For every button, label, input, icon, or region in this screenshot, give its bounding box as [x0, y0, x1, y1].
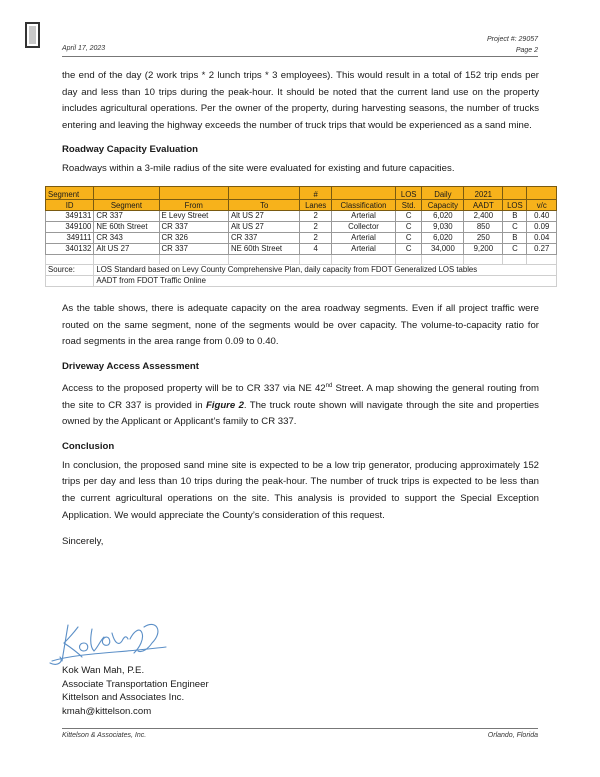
- table-header-cell: Segment: [94, 199, 159, 210]
- table-header-cell: [527, 186, 557, 199]
- table-header-cell: To: [228, 199, 299, 210]
- table-cell: 2: [300, 221, 332, 232]
- table-cell: 9,200: [464, 243, 503, 254]
- footer-company: Kittelson & Associates, Inc.: [62, 732, 147, 739]
- table-cell: 0.09: [527, 221, 557, 232]
- table-cell: CR 337: [228, 232, 299, 243]
- table-header-cell: [228, 186, 299, 199]
- table-header-cell: From: [159, 199, 228, 210]
- table-spacer-row: [46, 254, 557, 264]
- table-header-cell: Daily: [422, 186, 464, 199]
- source-note-2: AADT from FDOT Traffic Online: [94, 275, 557, 286]
- table-cell: 34,000: [422, 243, 464, 254]
- header-project-number: Project #: 29057: [487, 36, 538, 43]
- table-header-cell: ID: [46, 199, 94, 210]
- table-cell: 250: [464, 232, 503, 243]
- table-cell: Alt US 27: [228, 221, 299, 232]
- table-source-row: [46, 275, 557, 286]
- table-cell: 2: [300, 232, 332, 243]
- table-cell: 349131: [46, 210, 94, 221]
- source-label: Source:: [46, 264, 94, 275]
- table-source-row: [46, 264, 557, 275]
- table-header-cell: [159, 186, 228, 199]
- table-header-cell: [503, 186, 527, 199]
- table-cell: Arterial: [331, 243, 395, 254]
- table-cell: Arterial: [331, 232, 395, 243]
- table-cell: 6,020: [422, 232, 464, 243]
- table-header-cell: [331, 186, 395, 199]
- table-header-cell: #: [300, 186, 332, 199]
- table-cell: 0.40: [527, 210, 557, 221]
- table-header-row-bottom: [46, 199, 557, 210]
- table-cell: 2,400: [464, 210, 503, 221]
- table-header-cell: Std.: [396, 199, 422, 210]
- table-cell: CR 337: [159, 243, 228, 254]
- signature-image: [48, 617, 178, 669]
- table-row: [46, 232, 557, 243]
- table-cell: 850: [464, 221, 503, 232]
- footer-location: Orlando, Florida: [487, 732, 538, 739]
- table-header-cell: 2021: [464, 186, 503, 199]
- driveway-heading: Driveway Access Assessment: [62, 360, 199, 372]
- logo-icon: [25, 22, 40, 48]
- table-cell: 0.27: [527, 243, 557, 254]
- table-cell: 4: [300, 243, 332, 254]
- signer-name: Kok Wan Mah, P.E.: [62, 665, 145, 676]
- table-cell: 2: [300, 210, 332, 221]
- table-cell: Alt US 27: [94, 243, 159, 254]
- signature-block: [62, 664, 209, 718]
- table-cell: 349100: [46, 221, 94, 232]
- table-cell: C: [396, 243, 422, 254]
- table-cell: CR 326: [159, 232, 228, 243]
- table-row: [46, 221, 557, 232]
- table-cell: C: [396, 210, 422, 221]
- table-cell: B: [503, 210, 527, 221]
- table-cell: NE 60th Street: [94, 221, 159, 232]
- table-header-cell: AADT: [464, 199, 503, 210]
- table-header-cell: v/c: [527, 199, 557, 210]
- conclusion-paragraph: In conclusion, the proposed sand mine site is expected to be a low trip generator, producing approximately 152 trips per day and less than 10 trips during the peak-hour. The number of truck trips is expected to be less than the current agricultural operations on the site. This analysis is provided to support the Special Exception Application. We would appreciate the County’s consideration of this request.: [62, 459, 539, 521]
- after-table-paragraph: As the table shows, there is adequate capacity on the area roadway segments. Even if all project traffic were routed on the same segment, none of the segments would be over capacity. The volume-to-capacity ratio for road segments in the area range from 0.09 to 0.40.: [62, 302, 539, 348]
- table-header-cell: Capacity: [422, 199, 464, 210]
- table-header-cell: Classification: [331, 199, 395, 210]
- table-cell: Alt US 27: [228, 210, 299, 221]
- table-cell: CR 343: [94, 232, 159, 243]
- table-cell: CR 337: [94, 210, 159, 221]
- header-project-info: [487, 34, 538, 56]
- closing-salutation: Sincerely,: [62, 536, 104, 548]
- intro-paragraph: the end of the day (2 work trips * 2 lunch trips * 3 employees). This would result in a total of 152 trip ends per day and less than 10 trips during the peak-hour. It should be noted that the current land use on the property includes agricultural operations. Per the owner of the property, during harvesting seasons, the number of trucks entering and leaving the highway exceeds the number of truck trips that would be experienced as a sand mine.: [62, 70, 539, 131]
- signer-title: Associate Transportation Engineer: [62, 678, 209, 690]
- table-cell: E Levy Street: [159, 210, 228, 221]
- table-cell: 0.04: [527, 232, 557, 243]
- figure-reference: Figure 2: [205, 399, 244, 411]
- driveway-paragraph: Access to the proposed property will be to CR 337 via NE 42nd Street. A map showing the general routing from the site to CR 337 is provided in Figure 2. The truck route shown will navigate through the site and properties owned by the Applicant or Applicant’s family to CR 337.: [62, 382, 539, 428]
- table-cell: C: [503, 243, 527, 254]
- signer-email[interactable]: kmah@kittelson.com: [62, 705, 152, 717]
- table-cell: Arterial: [331, 210, 395, 221]
- roadway-paragraph: Roadways within a 3-mile radius of the site were evaluated for existing and future capacities.: [62, 163, 455, 175]
- table-cell: Collector: [331, 221, 395, 232]
- table-cell: CR 337: [159, 221, 228, 232]
- source-note-1: LOS Standard based on Levy County Comprehensive Plan, daily capacity from FDOT Generalized LOS tables: [94, 264, 557, 275]
- capacity-table: [45, 186, 557, 287]
- header-date: April 17, 2023: [62, 45, 106, 52]
- table-row: [46, 243, 557, 254]
- table-header-cell: Lanes: [300, 199, 332, 210]
- table-cell: 340132: [46, 243, 94, 254]
- table-cell: 9,030: [422, 221, 464, 232]
- header-divider: [62, 56, 538, 57]
- table-header-cell: LOS: [396, 186, 422, 199]
- roadway-heading: Roadway Capacity Evaluation: [62, 144, 198, 156]
- table-header-cell: LOS: [503, 199, 527, 210]
- table-cell: 6,020: [422, 210, 464, 221]
- table-cell: C: [396, 221, 422, 232]
- table-cell: C: [396, 232, 422, 243]
- table-cell: C: [503, 221, 527, 232]
- document-body: [48, 68, 550, 561]
- table-cell: 349111: [46, 232, 94, 243]
- table-cell: B: [503, 232, 527, 243]
- footer-divider: [62, 728, 538, 729]
- table-cell: NE 60th Street: [228, 243, 299, 254]
- table-row: [46, 210, 557, 221]
- table-header-row-top: [46, 186, 557, 199]
- table-header-cell: Segment: [46, 186, 94, 199]
- signer-company: Kittelson and Associates Inc.: [62, 692, 185, 704]
- table-header-cell: [94, 186, 159, 199]
- conclusion-heading: Conclusion: [62, 440, 115, 452]
- header-page-number: Page 2: [515, 47, 538, 54]
